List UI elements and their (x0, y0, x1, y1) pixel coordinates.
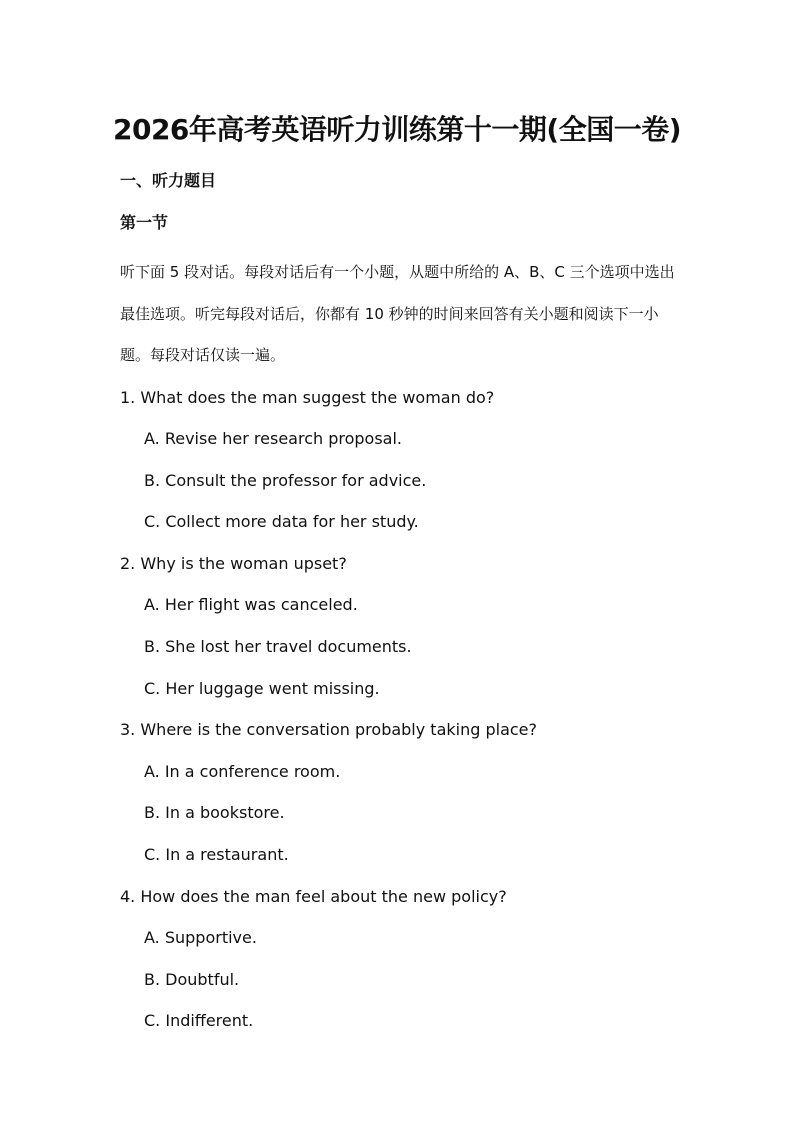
question-3-option-c: C. In a restaurant. (144, 845, 289, 865)
question-4-option-a: A. Supportive. (144, 928, 257, 948)
question-4-option-c: C. Indifferent. (144, 1011, 254, 1031)
question-block (120, 377, 680, 543)
question-3-option-b: B. In a bookstore. (144, 803, 285, 823)
question-1-option-a: A. Revise her research proposal. (144, 429, 402, 449)
question-block (120, 876, 680, 1042)
section-title: 一、听力题目 (120, 171, 217, 190)
question-4-option-b: B. Doubtful. (144, 969, 240, 989)
question-3: 3. Where is the conversation probably taking place? (120, 720, 538, 740)
question-1: 1. What does the man suggest the woman do? (120, 387, 495, 407)
question-2-option-c: C. Her luggage went missing. (144, 678, 380, 698)
part-title: 第一节 (120, 213, 169, 232)
question-1-option-c: C. Collect more data for her study. (144, 512, 419, 532)
question-1-option-b: B. Consult the professor for advice. (144, 470, 427, 490)
question-2: 2. Why is the woman upset? (120, 553, 347, 573)
question-4: 4. How does the man feel about the new policy? (120, 886, 507, 906)
document-title: 2026年高考英语听力训练第十一期(全国一卷) (112, 113, 682, 146)
question-2-option-b: B. She lost her travel documents. (144, 637, 412, 657)
question-2-option-a: A. Her flight was canceled. (144, 595, 358, 615)
document-body (120, 166, 680, 1042)
question-block (120, 709, 680, 875)
question-block (120, 543, 680, 709)
question-3-option-a: A. In a conference room. (144, 761, 341, 781)
instructions-paragraph: 听下面 5 段对话。每段对话后有一个小题，从题中所给的 A、B、C 三个选项中选出最佳选项。听完每段对话后，你都有 10 秒钟的时间来回答有关小题和阅读下一小题。每段对话仅读一遍。 (120, 263, 675, 364)
